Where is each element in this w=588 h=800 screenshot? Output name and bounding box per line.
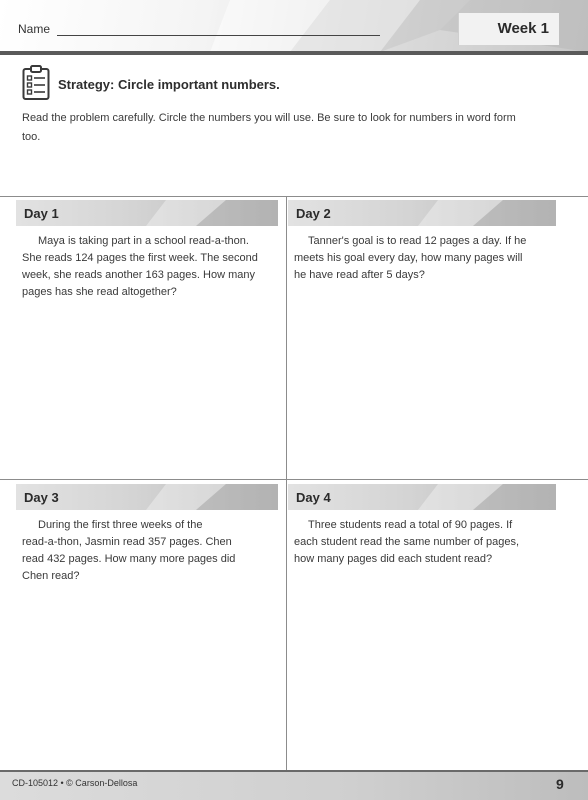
week-label: Week 1 [497, 20, 549, 37]
header-rule [0, 51, 588, 55]
day-1-line-1: Maya is taking part in a school read-a-thon. [38, 235, 249, 247]
day-1-line-3: week, she reads another 163 pages. How many [22, 269, 255, 281]
day-3-problem [22, 517, 280, 585]
day-2-line-3: he have read after 5 days? [294, 269, 425, 281]
clipboard-checklist-icon [22, 65, 50, 101]
name-field-line[interactable] [57, 35, 380, 36]
day-3-line-1: During the first three weeks of the [38, 519, 203, 531]
day-4-line-2: each student read the same number of pages, [294, 536, 520, 548]
day-3-line-4: Chen read? [22, 570, 80, 582]
strategy-title: Strategy: Circle important numbers. [58, 77, 280, 92]
instructions-text: Read the problem carefully. Circle the numbers you will use. Be sure to look for numbers in word form too. [22, 112, 516, 143]
day-3-line-3: read 432 pages. How many more pages did [22, 553, 236, 565]
day-1-line-2: She reads 124 pages the first week. The second [22, 252, 258, 264]
day-3-header [16, 484, 278, 510]
day-4-problem [294, 517, 556, 568]
day-2-problem [294, 233, 556, 284]
day-2-label: Day 2 [296, 206, 331, 221]
day-1-line-4: pages has she read altogether? [22, 286, 177, 298]
grid-middle-rule [0, 479, 588, 480]
day-4-label: Day 4 [296, 490, 331, 505]
day-4-line-3: how many pages did each student read? [294, 553, 493, 565]
grid-top-rule [0, 196, 588, 197]
day-2-header [288, 200, 556, 226]
grid-vertical-rule [286, 196, 287, 770]
name-label: Name [18, 22, 51, 36]
week-box [458, 13, 559, 45]
day-1-header [16, 200, 278, 226]
day-3-line-2: read-a-thon, Jasmin read 357 pages. Chen [22, 536, 232, 548]
day-2-line-1: Tanner's goal is to read 12 pages a day. If he [308, 235, 527, 247]
day-1-label: Day 1 [24, 206, 59, 221]
day-3-label: Day 3 [24, 490, 59, 505]
day-4-header [288, 484, 556, 510]
day-1-problem [22, 233, 280, 301]
page-number: 9 [556, 776, 564, 792]
day-4-line-1: Three students read a total of 90 pages. If [308, 519, 513, 531]
footer-credit: CD-105012 • © Carson-Dellosa [12, 778, 138, 788]
day-2-line-2: meets his goal every day, how many pages will [294, 252, 523, 264]
